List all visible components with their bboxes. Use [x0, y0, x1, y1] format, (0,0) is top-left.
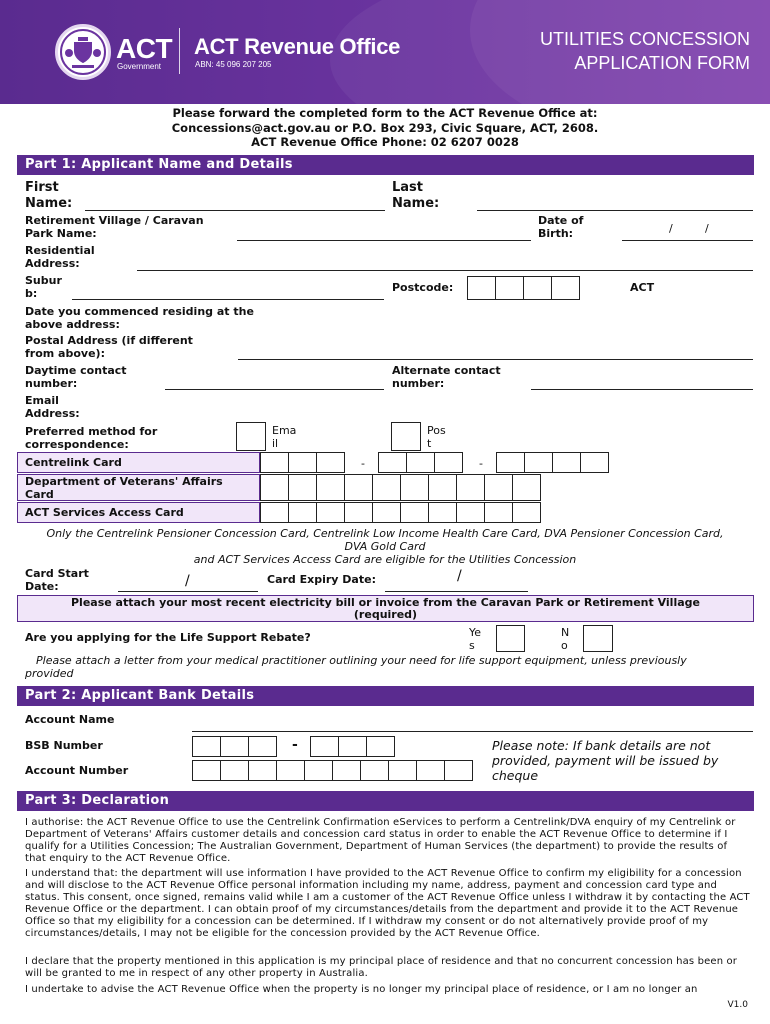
dob-separator: /: [669, 222, 673, 235]
email-address-field[interactable]: [25, 418, 753, 419]
postcode-digit-box[interactable]: [551, 276, 580, 300]
postal-address-field[interactable]: [238, 359, 753, 360]
centrelink-dash: -: [361, 457, 365, 470]
last-name-label: Last Name:: [392, 180, 440, 211]
centrelink-digit-box[interactable]: [552, 452, 581, 473]
account-digit-box[interactable]: [416, 760, 445, 781]
account-digit-box[interactable]: [332, 760, 361, 781]
bsb-dash: -: [292, 737, 298, 753]
postcode-digit-box[interactable]: [523, 276, 552, 300]
dva-digit-box[interactable]: [372, 474, 401, 501]
act-crest-icon: [55, 24, 111, 80]
account-digit-box[interactable]: [444, 760, 473, 781]
dob-field[interactable]: [622, 240, 753, 241]
life-support-question: Are you applying for the Life Support Rebate?: [25, 631, 311, 644]
act-services-digit-box[interactable]: [428, 502, 457, 523]
bsb-digit-box[interactable]: [192, 736, 221, 757]
date-commenced-field[interactable]: [296, 329, 753, 330]
act-services-digit-box[interactable]: [484, 502, 513, 523]
account-number-boxes[interactable]: [193, 760, 473, 781]
centrelink-digit-box[interactable]: [260, 452, 289, 473]
form-title-line2: APPLICATION FORM: [574, 53, 750, 73]
centrelink-number-boxes[interactable]: [379, 452, 463, 473]
dva-digit-box[interactable]: [512, 474, 541, 501]
dva-digit-box[interactable]: [344, 474, 373, 501]
post-checkbox[interactable]: [391, 422, 421, 451]
act-services-digit-box[interactable]: [400, 502, 429, 523]
abn-text: ABN: 45 096 207 205: [195, 60, 272, 69]
attach-bill-notice: [17, 595, 754, 622]
account-digit-box[interactable]: [192, 760, 221, 781]
last-name-field[interactable]: [477, 210, 753, 211]
dva-card-label: Department of Veterans' Affairs Card: [17, 474, 260, 501]
dva-digit-box[interactable]: [288, 474, 317, 501]
card-expiry-label: Card Expiry Date:: [267, 573, 376, 586]
residential-address-label: Residential Address:: [25, 244, 95, 270]
declaration-paragraph: I understand that: the department will use information I have provided to the ACT Revenue Office to confirm my eligibility for a concession and will disclose to the ACT Revenue Office personal information including my name, address, payment and concession card type and status. This consent, once signed, remains valid while I am a customer of the ACT Revenue Office unless I withdraw it by contacting the ACT Revenue Office or the department. I can obtain proof of my circumstances/details from the department and provide it to the ACT Revenue Office so that my eligibility for a concession can be determined. If I withdraw my consent or do not alternatively provide proof of my circumstances/details, I may not be eligible for the concession provided by the ACT Revenue Office.: [25, 868, 750, 939]
dob-separator: /: [705, 222, 709, 235]
dob-label: Date of Birth:: [538, 214, 584, 240]
act-services-digit-box[interactable]: [288, 502, 317, 523]
eligibility-line1: Only the Centrelink Pensioner Concession Card, Centrelink Low Income Health Care Card, DVA Pensioner Concession Card,: [46, 527, 724, 540]
act-services-number-boxes[interactable]: [261, 502, 541, 523]
intro-line2: Concessions@act.gov.au or P.O. Box 293, Civic Square, ACT, 2608.: [171, 120, 599, 135]
dva-digit-box[interactable]: [484, 474, 513, 501]
life-support-note: [25, 654, 745, 680]
no-option-label: N o: [561, 626, 570, 652]
postal-address-label: Postal Address (if different from above):: [25, 334, 193, 360]
retirement-village-field[interactable]: [237, 240, 531, 241]
first-name-field[interactable]: [85, 210, 385, 211]
centrelink-digit-box[interactable]: [406, 452, 435, 473]
header-banner: [0, 0, 770, 104]
bank-details-note: Please note: If bank details are not provided, payment will be issued by cheque: [492, 738, 719, 783]
life-support-yes-checkbox[interactable]: [496, 625, 525, 652]
centrelink-digit-box[interactable]: [378, 452, 407, 473]
dva-digit-box[interactable]: [260, 474, 289, 501]
centrelink-digit-box[interactable]: [524, 452, 553, 473]
dva-digit-box[interactable]: [400, 474, 429, 501]
date-commenced-label: Date you commenced residing at the above address:: [25, 305, 254, 331]
email-checkbox[interactable]: [236, 422, 266, 451]
submission-instructions: [0, 106, 770, 150]
postcode-digit-box[interactable]: [467, 276, 496, 300]
act-services-digit-box[interactable]: [260, 502, 289, 523]
act-services-digit-box[interactable]: [372, 502, 401, 523]
postcode-label: Postcode:: [392, 281, 454, 294]
part1-heading: Part 1: Applicant Name and Details: [17, 155, 754, 175]
act-services-digit-box[interactable]: [316, 502, 345, 523]
bsb-digit-box[interactable]: [310, 736, 339, 757]
centrelink-number-boxes[interactable]: [497, 452, 609, 473]
state-label: ACT: [630, 281, 655, 294]
preferred-method-label: Preferred method for correspondence:: [25, 425, 158, 451]
card-start-separator: /: [185, 573, 190, 589]
life-support-no-checkbox[interactable]: [583, 625, 613, 652]
card-expiry-separator: /: [457, 568, 462, 584]
account-digit-box[interactable]: [304, 760, 333, 781]
centrelink-card-label: Centrelink Card: [17, 452, 260, 473]
centrelink-dash: -: [479, 457, 483, 470]
act-services-digit-box[interactable]: [456, 502, 485, 523]
office-name: ACT Revenue Office: [194, 34, 401, 59]
bsb-digit-box[interactable]: [220, 736, 249, 757]
postcode-digit-box[interactable]: [495, 276, 524, 300]
dva-digit-box[interactable]: [428, 474, 457, 501]
bsb-label: BSB Number: [25, 739, 103, 752]
eligibility-line3: and ACT Services Access Card are eligible for the Utilities Concession: [193, 553, 577, 566]
centrelink-digit-box[interactable]: [580, 452, 609, 473]
suburb-label: Subur b:: [25, 274, 62, 300]
declaration-paragraph: I undertake to advise the ACT Revenue Office when the property is no longer my principal place of residence, or I am no longer an: [25, 984, 698, 995]
suburb-field[interactable]: [72, 299, 384, 300]
act-services-card-label: ACT Services Access Card: [17, 502, 260, 523]
centrelink-digit-box[interactable]: [316, 452, 345, 473]
logo-text: ACT: [116, 33, 173, 64]
centrelink-digit-box[interactable]: [434, 452, 463, 473]
part2-heading: Part 2: Applicant Bank Details: [17, 686, 754, 706]
yes-option-label: Ye s: [469, 626, 482, 652]
account-digit-box[interactable]: [248, 760, 277, 781]
attach-line2: (required): [353, 608, 418, 621]
residential-address-field[interactable]: [137, 270, 753, 271]
attach-line1: Please attach your most recent electricity bill or invoice from the Caravan Park or Retirement Village: [71, 596, 700, 609]
act-services-digit-box[interactable]: [344, 502, 373, 523]
centrelink-digit-box[interactable]: [496, 452, 525, 473]
first-name-label: First Name:: [25, 180, 73, 211]
daytime-contact-field[interactable]: [165, 389, 384, 390]
bsb-digit-box[interactable]: [248, 736, 277, 757]
life-note-line1: Please attach a letter from your medical practitioner outlining your need for life support equipment, unless previously: [36, 654, 687, 667]
form-title-line1: UTILITIES CONCESSION: [539, 29, 750, 49]
card-expiry-field[interactable]: [385, 591, 528, 592]
account-digit-box[interactable]: [276, 760, 305, 781]
intro-line3: ACT Revenue Office Phone: 02 6207 0028: [251, 135, 519, 149]
dva-digit-box[interactable]: [316, 474, 345, 501]
bsb-boxes[interactable]: [311, 736, 395, 757]
postcode-boxes[interactable]: [468, 276, 580, 300]
account-name-label: Account Name: [25, 713, 115, 726]
bsb-digit-box[interactable]: [338, 736, 367, 757]
bsb-boxes[interactable]: [193, 736, 277, 757]
version-label: V1.0: [727, 1000, 748, 1010]
account-digit-box[interactable]: [388, 760, 417, 781]
daytime-contact-label: Daytime contact number:: [25, 364, 127, 390]
life-note-line2: provided: [25, 667, 74, 680]
bsb-digit-box[interactable]: [366, 736, 395, 757]
declaration-paragraph: I declare that the property mentioned in this application is my principal place of residence and that no concurrent concession has been or will be granted to me in respect of any other property in Australia.: [25, 956, 738, 979]
email-option-label: Ema il: [272, 424, 297, 450]
account-number-label: Account Number: [25, 764, 129, 777]
post-option-label: Pos t: [427, 424, 446, 450]
logo-divider: [179, 28, 180, 74]
part3-heading: Part 3: Declaration: [17, 791, 754, 811]
declaration-paragraph: I authorise: the ACT Revenue Office to use the Centrelink Confirmation eServices to perform a Centrelink/DVA enquiry of my Centrelink or Department of Veterans' Affairs customer details and concession card status in order to enable the ACT Revenue Office to determine if I qualify for a Utilities Concession; The Australian Government, Department of Human Services (the department) to provide the results of that enquiry to the ACT Revenue Office.: [25, 817, 736, 864]
alternate-contact-label: Alternate contact number:: [392, 364, 501, 390]
centrelink-number-boxes[interactable]: [261, 452, 345, 473]
act-services-digit-box[interactable]: [512, 502, 541, 523]
card-start-label: Card Start Date:: [25, 567, 89, 593]
card-start-field[interactable]: [118, 591, 258, 592]
retirement-village-label: Retirement Village / Caravan Park Name:: [25, 214, 204, 240]
eligibility-note: [0, 527, 770, 566]
account-digit-box[interactable]: [220, 760, 249, 781]
email-address-label: Email Address:: [25, 394, 80, 420]
centrelink-digit-box[interactable]: [288, 452, 317, 473]
dva-number-boxes[interactable]: [261, 474, 541, 501]
account-name-field[interactable]: [192, 731, 753, 732]
dva-digit-box[interactable]: [456, 474, 485, 501]
alternate-contact-field[interactable]: [531, 389, 753, 390]
form-title: [540, 27, 750, 75]
eligibility-line2: DVA Gold Card: [344, 540, 426, 553]
account-digit-box[interactable]: [360, 760, 389, 781]
intro-line1: Please forward the completed form to the ACT Revenue Office at:: [172, 106, 598, 120]
logo-subtext: Government: [117, 62, 162, 71]
